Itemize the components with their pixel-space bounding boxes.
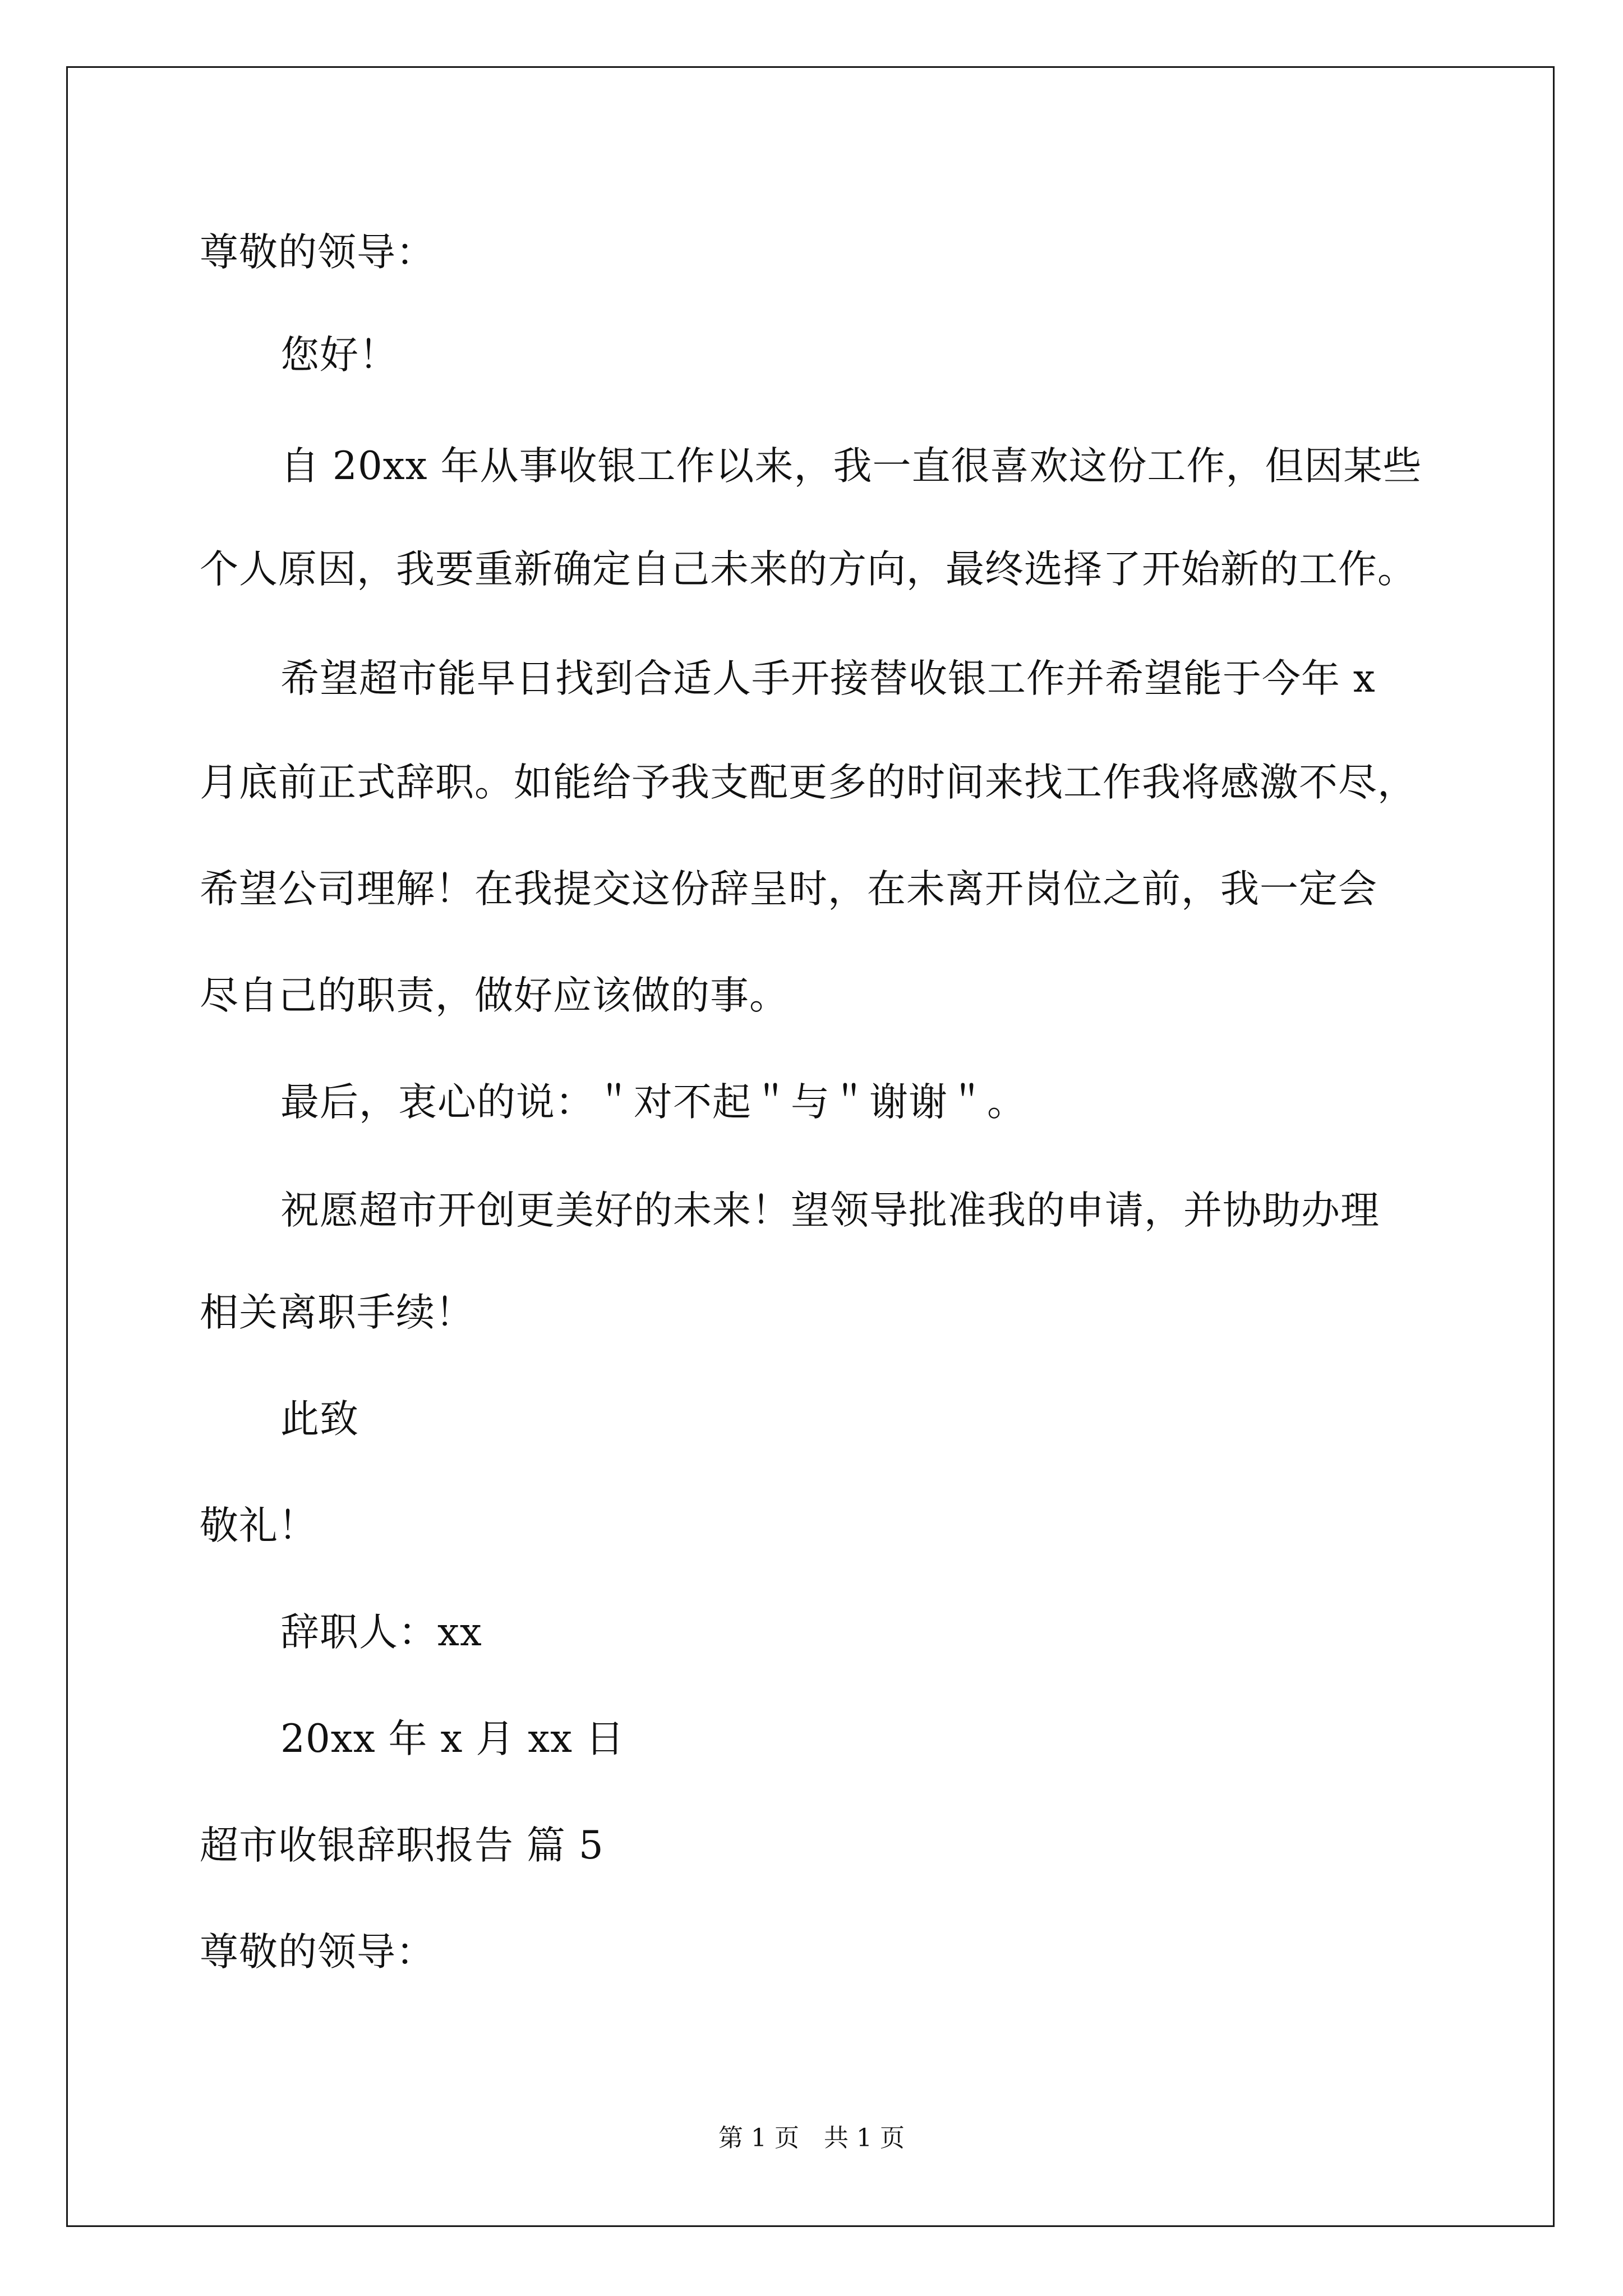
section-heading: 超市收银辞职报告 篇 5 (200, 1823, 604, 1868)
page-border (66, 66, 1555, 2227)
signer-line: 辞职人：xx (280, 1610, 482, 1655)
greeting: 您好！ (280, 333, 398, 378)
body-paragraph-line: 相关离职手续！ (200, 1290, 474, 1335)
date-line: 20xx 年 x 月 xx 日 (280, 1717, 625, 1761)
body-paragraph-line: 尽自己的职责，做好应该做的事。 (200, 973, 789, 1018)
body-paragraph-line: 月底前正式辞职。如能给予我支配更多的时间来找工作我将感激不尽， (200, 760, 1417, 805)
closing-phrase: 此致 (280, 1397, 359, 1442)
body-paragraph-line: 希望公司理解！在我提交这份辞呈时，在未离开岗位之前，我一定会 (200, 867, 1377, 912)
body-paragraph-line: 个人原因，我要重新确定自己未来的方向，最终选择了开始新的工作。 (200, 547, 1417, 592)
closing-salute: 敬礼！ (200, 1503, 317, 1548)
salutation: 尊敬的领导： (200, 230, 435, 275)
body-paragraph-line: 祝愿超市开创更美好的未来！望领导批准我的申请，并协助办理 (280, 1188, 1380, 1233)
salutation: 尊敬的领导： (200, 1930, 435, 1975)
page-number-footer: 第 1 页 共 1 页 (718, 2124, 905, 2152)
body-paragraph-line: 自 20xx 年从事收银工作以来，我一直很喜欢这份工作，但因某些 (280, 444, 1422, 489)
body-paragraph-line: 最后，衷心的说：＂对不起＂与＂谢谢＂。 (280, 1080, 1026, 1125)
body-paragraph-line: 希望超市能早日找到合适人手开接替收银工作并希望能于今年 x (280, 656, 1376, 701)
